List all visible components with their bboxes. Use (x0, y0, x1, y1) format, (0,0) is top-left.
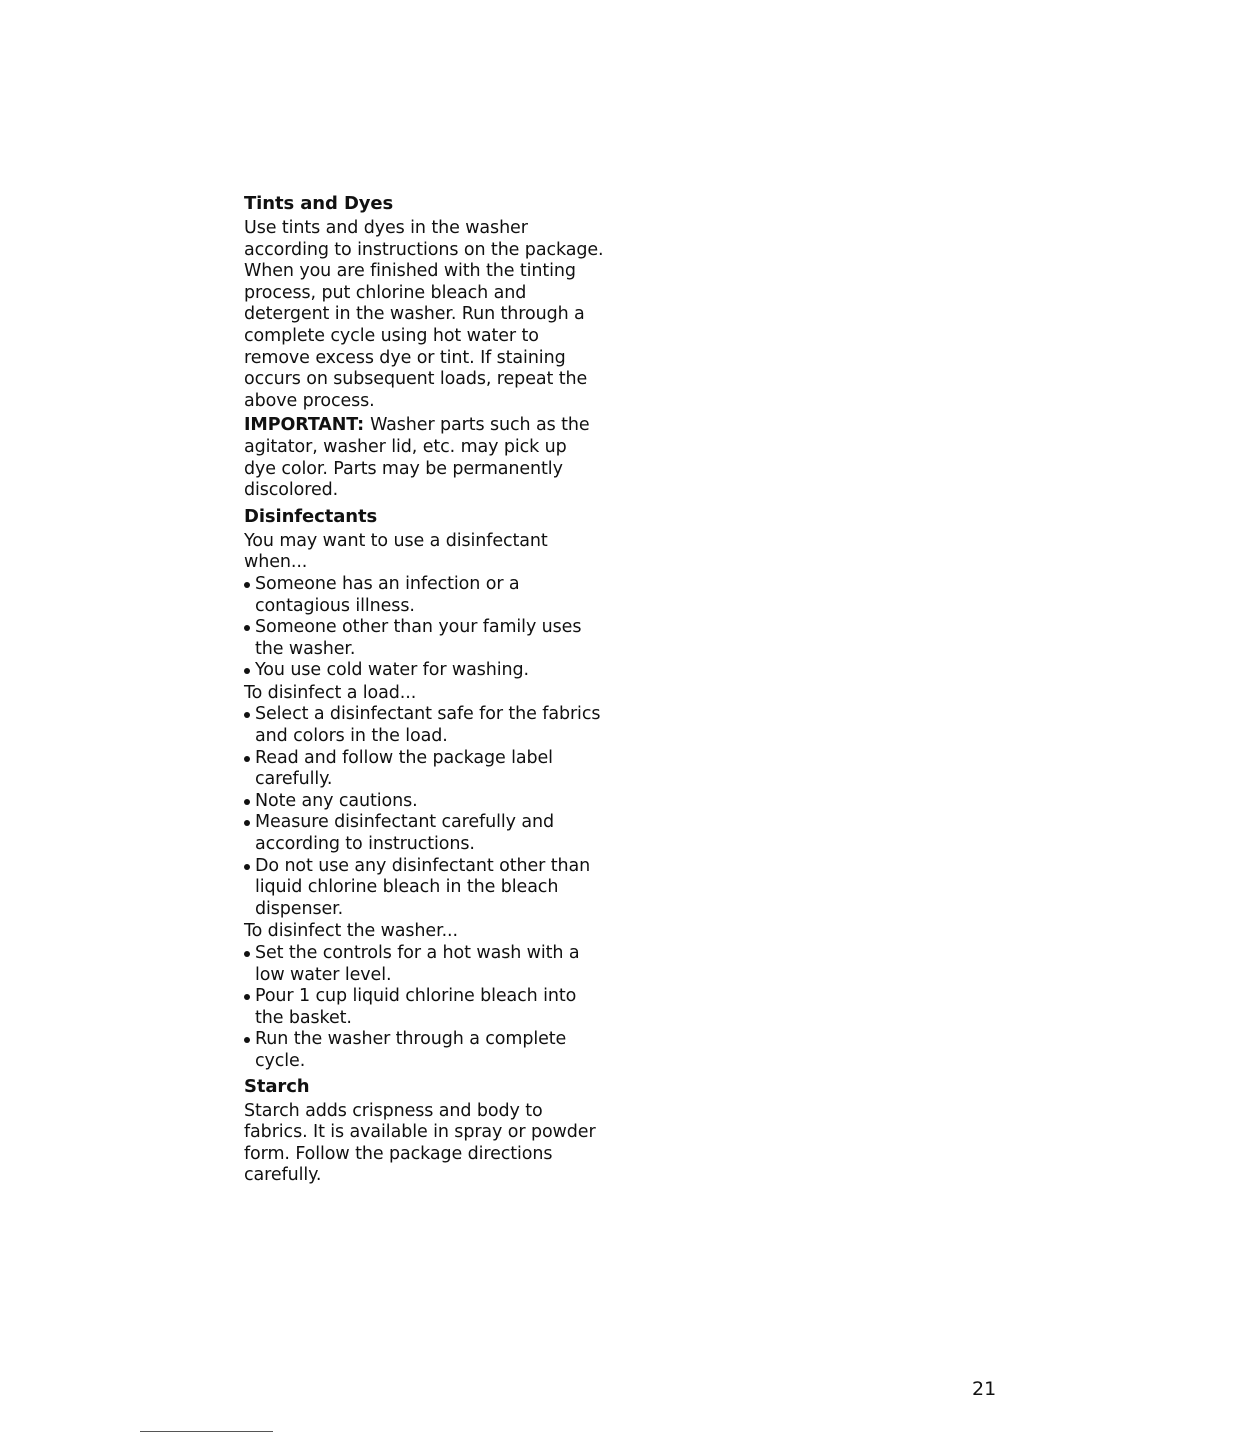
list-item (244, 856, 604, 921)
list-item (244, 943, 604, 986)
tints-dyes-paragraph: Use tints and dyes in the washer according to instructions on the package. When you are finished with the tinting process, put chlorine bleach and detergent in the washer. Run through a complete cycle using hot water to remove excess dye or tint. If staining occurs on subsequent loads, repeat the above process. (244, 218, 604, 411)
list-item (244, 791, 604, 813)
important-text: Washer parts such as the agitator, washer lid, etc. may pick up dye color. Parts may be permanently discolored. (244, 415, 590, 501)
starch-heading: Starch (244, 1075, 310, 1097)
bullet-icon (244, 864, 250, 870)
list-item (244, 986, 604, 1029)
disinfect-when-intro: You may want to use a disinfectant when... (244, 530, 548, 573)
disinfect-when-list (244, 574, 604, 682)
list-item (244, 574, 604, 617)
bullet-icon (244, 712, 250, 718)
bullet-icon (244, 799, 250, 805)
bullet-icon (244, 1037, 250, 1043)
bullet-icon (244, 668, 250, 674)
bullet-icon (244, 951, 250, 957)
disinfect-washer-intro: To disinfect the washer... (244, 921, 458, 942)
disinfectants-heading: Disinfectants (244, 505, 378, 527)
bullet-icon (244, 994, 250, 1000)
page-number: 21 (972, 1378, 997, 1400)
bullet-icon (244, 625, 250, 631)
list-item-text: Someone other than your family uses the washer. (255, 617, 582, 659)
list-item-text: Measure disinfectant carefully and according to instructions. (255, 812, 554, 855)
disinfect-washer-list (244, 943, 604, 1073)
important-label: IMPORTANT: (244, 415, 365, 436)
disinfect-load-list (244, 704, 604, 920)
starch-paragraph: Starch adds crispness and body to fabrics. It is available in spray or powder form. Follow the package directions carefully. (244, 1100, 596, 1186)
list-item-text: Set the controls for a hot wash with a low water level. (255, 943, 580, 985)
list-item (244, 812, 604, 855)
list-item (244, 660, 604, 682)
list-item-text: Do not use any disinfectant other than liquid chlorine bleach in the bleach dispenser. (255, 855, 591, 919)
list-item-text: Run the washer through a complete cycle. (255, 1029, 567, 1071)
tints-dyes-heading: Tints and Dyes (244, 193, 394, 214)
list-item-text: Read and follow the package label carefully. (255, 747, 553, 790)
bullet-icon (244, 756, 250, 762)
list-item (244, 748, 604, 791)
list-item (244, 617, 604, 660)
list-item-text: Someone has an infection or a contagious illness. (255, 573, 520, 616)
bullet-icon (244, 820, 250, 826)
bottom-rule (140, 1431, 273, 1432)
important-note (244, 415, 604, 501)
list-item-text: You use cold water for washing. (255, 660, 529, 681)
list-item-text: Select a disinfectant safe for the fabrics and colors in the load. (255, 704, 601, 747)
bullet-icon (244, 582, 250, 588)
list-item-text: Pour 1 cup liquid chlorine bleach into the basket. (255, 986, 577, 1028)
list-item (244, 1029, 604, 1072)
page-content (244, 190, 604, 1190)
disinfect-load-intro: To disinfect a load... (244, 682, 417, 703)
list-item (244, 704, 604, 747)
list-item-text: Note any cautions. (255, 790, 418, 811)
